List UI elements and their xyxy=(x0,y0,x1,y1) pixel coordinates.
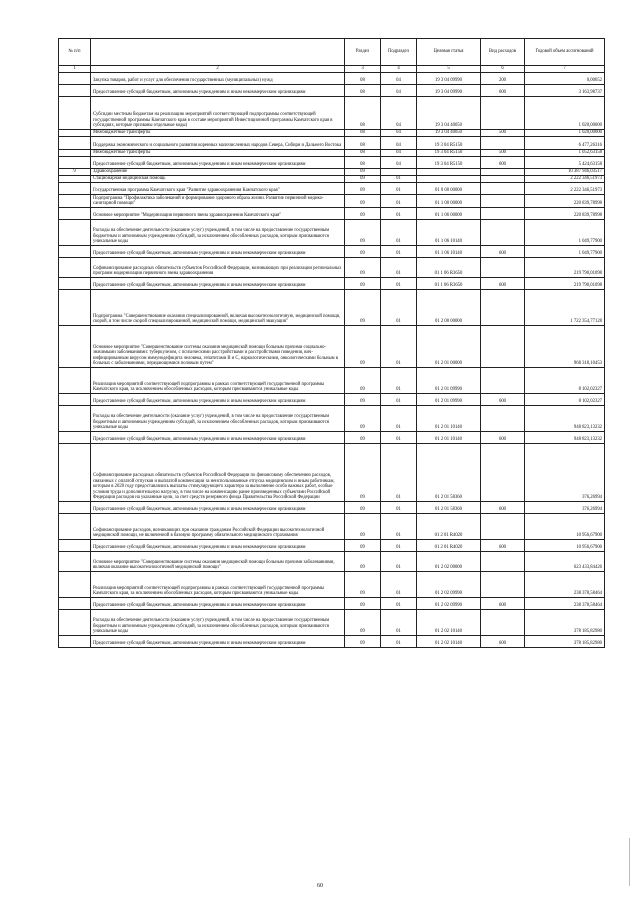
expense-type-cell xyxy=(481,514,525,540)
amount-cell: 376,26994 xyxy=(525,502,605,514)
subsection-code-cell: 01 xyxy=(381,610,417,636)
table-row xyxy=(59,73,605,85)
amount-cell: 378 185,82980 xyxy=(525,636,605,648)
target-article-cell: 01 1 06 R3650 xyxy=(417,258,481,278)
table-row xyxy=(59,169,605,176)
target-article-cell: 01 2 01 58360 xyxy=(417,502,481,514)
table-row xyxy=(59,598,605,610)
row-name-cell: Расходы на обеспечение деятельности (оказание услуг) учреждений, в том числе на предоставление государственным бюджетным и автономным учреждениям субсидий, за исключением обособленных расходов, которым присваиваются уникальные коды xyxy=(91,610,345,636)
table-row xyxy=(59,150,605,157)
target-article-cell xyxy=(417,169,481,176)
target-article-cell: 01 2 02 10140 xyxy=(417,610,481,636)
amount-cell: 378 185,82980 xyxy=(525,610,605,636)
table-row xyxy=(59,176,605,183)
amount-cell: 0,00052 xyxy=(525,73,605,85)
target-article-cell xyxy=(417,176,481,183)
amount-cell: 220 839,78998 xyxy=(525,195,605,208)
target-article-cell: 19 3 04 09990 xyxy=(417,85,481,97)
row-number-cell xyxy=(59,130,91,137)
section-code-cell: 08 xyxy=(345,130,381,137)
section-code-cell: 09 xyxy=(345,258,381,278)
margin-mark xyxy=(629,838,634,886)
subsection-code-cell: 01 xyxy=(381,220,417,246)
row-name-cell: Предоставление субсидий бюджетным, автономным учреждениям и иным некоммерческим организациям xyxy=(91,157,345,169)
row-name-cell: Реализация мероприятий соответствующей подпрограммы в рамках соответствующей государственной программы Камчатского края, за исключением обособленных расходов, которым присваиваются уникальные коды xyxy=(91,368,345,394)
target-article-cell: 01 2 01 09990 xyxy=(417,368,481,394)
expense-type-cell: 600 xyxy=(481,246,525,258)
subsection-code-cell: 01 xyxy=(381,278,417,290)
subsection-code-cell: 04 xyxy=(381,137,417,150)
header-subsection: Подраздел xyxy=(381,39,417,66)
amount-cell: 1 049,77900 xyxy=(525,220,605,246)
subsection-code-cell: 01 xyxy=(381,406,417,432)
column-number: 4 xyxy=(381,66,417,73)
section-code-cell: 09 xyxy=(345,278,381,290)
amount-cell: 968 318,10453 xyxy=(525,326,605,368)
row-number-cell xyxy=(59,137,91,150)
expense-type-cell xyxy=(481,208,525,220)
expense-type-cell xyxy=(481,368,525,394)
target-article-cell: 01 2 01 10140 xyxy=(417,406,481,432)
section-code-cell: 08 xyxy=(345,137,381,150)
table-row xyxy=(59,246,605,258)
row-number-cell xyxy=(59,258,91,278)
row-name-cell: Предоставление субсидий бюджетным, автономным учреждениям и иным некоммерческим организациям xyxy=(91,636,345,648)
section-code-cell: 09 xyxy=(345,290,381,326)
amount-cell: 3 163,98737 xyxy=(525,85,605,97)
section-code-cell: 09 xyxy=(345,368,381,394)
column-number: 2 xyxy=(91,66,345,73)
section-code-cell: 09 xyxy=(345,598,381,610)
table-row xyxy=(59,394,605,406)
subsection-code-cell: 04 xyxy=(381,85,417,97)
expense-type-cell: 600 xyxy=(481,394,525,406)
section-code-cell: 09 xyxy=(345,540,381,552)
amount-cell: 1 722 354,77128 xyxy=(525,290,605,326)
table-row xyxy=(59,572,605,598)
subsection-code-cell: 04 xyxy=(381,130,417,137)
table-row xyxy=(59,258,605,278)
expense-type-cell xyxy=(481,176,525,183)
section-code-cell: 08 xyxy=(345,150,381,157)
target-article-cell: 01 1 00 00000 xyxy=(417,195,481,208)
expense-type-cell xyxy=(481,290,525,326)
expense-type-cell xyxy=(481,326,525,368)
amount-cell: 1 052,63158 xyxy=(525,150,605,157)
target-article-cell: 01 2 00 00000 xyxy=(417,290,481,326)
target-article-cell: 01 1 06 10140 xyxy=(417,220,481,246)
target-article-cell: 01 2 01 00000 xyxy=(417,326,481,368)
subsection-code-cell: 01 xyxy=(381,246,417,258)
section-code-cell: 09 xyxy=(345,406,381,432)
row-name-cell: Предоставление субсидий бюджетным, автономным учреждениям и иным некоммерческим организациям xyxy=(91,598,345,610)
target-article-cell: 01 2 02 00000 xyxy=(417,552,481,572)
header-target-article: Целевая статья xyxy=(417,39,481,66)
header-section: Раздел xyxy=(345,39,381,66)
amount-cell: 5 424,63158 xyxy=(525,157,605,169)
page-number: 60 xyxy=(317,883,323,889)
row-number-cell xyxy=(59,195,91,208)
amount-cell: 10 956,67900 xyxy=(525,514,605,540)
section-code-cell: 09 xyxy=(345,502,381,514)
amount-cell: 8 102,02327 xyxy=(525,368,605,394)
target-article-cell: 01 1 06 10140 xyxy=(417,246,481,258)
subsection-code-cell: 04 xyxy=(381,157,417,169)
amount-cell: 219 790,01098 xyxy=(525,278,605,290)
table-row xyxy=(59,157,605,169)
expense-type-cell xyxy=(481,220,525,246)
row-number-cell xyxy=(59,636,91,648)
table-row xyxy=(59,540,605,552)
row-name-cell: Подпрограмма "Профилактика заболеваний и формирование здорового образа жизни. Развитие первичной медико-санитарной помощи" xyxy=(91,195,345,208)
row-name-cell: Расходы на обеспечение деятельности (оказание услуг) учреждений, в том числе на предоставление государственным бюджетным и автономным учреждениям субсидий, за исключением обособленных расходов, которым присваиваются уникальные коды xyxy=(91,220,345,246)
subsection-code-cell: 01 xyxy=(381,598,417,610)
subsection-code-cell: 01 xyxy=(381,258,417,278)
row-number-cell xyxy=(59,610,91,636)
amount-cell: 948 823,13232 xyxy=(525,432,605,444)
amount-cell: 948 823,13232 xyxy=(525,406,605,432)
expense-type-cell xyxy=(481,258,525,278)
column-number: 6 xyxy=(481,66,525,73)
row-name-cell: Субсидии местным бюджетам на реализацию мероприятий соответствующей подпрограммы соответствующей государственной программы Камчатского края в составе мероприятий Инвестиционной программы Камчатского края в субсидиях, которые призваны отдельные коды) xyxy=(91,97,345,130)
row-number-cell xyxy=(59,157,91,169)
expense-type-cell xyxy=(481,406,525,432)
target-article-cell: 19 3 04 R5150 xyxy=(417,157,481,169)
subsection-code-cell: 01 xyxy=(381,195,417,208)
amount-cell: 376,26994 xyxy=(525,444,605,502)
table-row xyxy=(59,514,605,540)
row-number-cell xyxy=(59,278,91,290)
row-number-cell xyxy=(59,73,91,85)
row-name-cell: Основное мероприятие "Совершенствование системы оказания медицинской помощи больным прочими социально-значимыми заболеваниями: туберкулезом, с психическими расстройствами и расстройствами поведения, вич-инфицированным вирусом иммунодефицита человека, гепатитами B и C, наркологическими, онкологическими больным в больных с заболеваниями, передающимися половым путем" xyxy=(91,326,345,368)
section-code-cell: 08 xyxy=(345,85,381,97)
expense-type-cell: 600 xyxy=(481,278,525,290)
row-name-cell: Межбюджетные трансферты xyxy=(91,130,345,137)
row-number-cell xyxy=(59,183,91,195)
section-code-cell: 09 xyxy=(345,208,381,220)
expense-type-cell: 600 xyxy=(481,157,525,169)
amount-cell: 238 378,58464 xyxy=(525,598,605,610)
amount-cell: 2 222 346,51973 xyxy=(525,183,605,195)
row-number-cell xyxy=(59,97,91,130)
table-row xyxy=(59,85,605,97)
section-code-cell: 09 xyxy=(345,394,381,406)
row-name-cell: Предоставление субсидий бюджетным, автономным учреждениям и иным некоммерческим организациям xyxy=(91,278,345,290)
amount-cell: 6 477,26316 xyxy=(525,137,605,150)
section-code-cell: 09 xyxy=(345,552,381,572)
table-row xyxy=(59,368,605,394)
row-number-cell xyxy=(59,368,91,394)
amount-cell: 623 433,84426 xyxy=(525,552,605,572)
target-article-cell: 01 2 01 R4020 xyxy=(417,540,481,552)
section-code-cell: 08 xyxy=(345,73,381,85)
row-name-cell: Стационарная медицинская помощь xyxy=(91,176,345,183)
row-name-cell: Основное мероприятие "Модернизация первичного звена здравоохранения Камчатского края" xyxy=(91,208,345,220)
table-row xyxy=(59,552,605,572)
subsection-code-cell: 04 xyxy=(381,150,417,157)
row-name-cell: Предоставление субсидий бюджетным, автономным учреждениям и иным некоммерческим организациям xyxy=(91,394,345,406)
subsection-code-cell: 01 xyxy=(381,290,417,326)
section-code-cell: 09 xyxy=(345,444,381,502)
section-code-cell: 09 xyxy=(345,246,381,258)
column-number: 3 xyxy=(345,66,381,73)
expense-type-cell: 500 xyxy=(481,130,525,137)
column-number-row xyxy=(59,66,605,73)
row-number-cell xyxy=(59,150,91,157)
target-article-cell: 01 1 06 00000 xyxy=(417,208,481,220)
subsection-code-cell: 01 xyxy=(381,176,417,183)
row-name-cell: Предоставление субсидий бюджетным, автономным учреждениям и иным некоммерческим организациям xyxy=(91,432,345,444)
expense-type-cell xyxy=(481,444,525,502)
expense-type-cell: 500 xyxy=(481,150,525,157)
section-code-cell: 09 xyxy=(345,195,381,208)
target-article-cell: 19 3 04 40050 xyxy=(417,97,481,130)
subsection-code-cell: 01 xyxy=(381,444,417,502)
subsection-code-cell: 01 xyxy=(381,208,417,220)
target-article-cell: 19 3 04 R5150 xyxy=(417,137,481,150)
header-name xyxy=(91,39,345,66)
table-row xyxy=(59,130,605,137)
row-number-cell xyxy=(59,220,91,246)
subsection-code-cell: 01 xyxy=(381,514,417,540)
expense-type-cell xyxy=(481,183,525,195)
row-name-cell: Здравоохранение xyxy=(91,169,345,176)
budget-table xyxy=(58,38,605,648)
row-name-cell: Расходы на обеспечение деятельности (оказание услуг) учреждений, в том числе на предоставление государственным бюджетным и автономным учреждениям субсидий, за исключением обособленных расходов, которым присваиваются уникальные коды xyxy=(91,406,345,432)
row-number-cell xyxy=(59,176,91,183)
row-name-cell: Реализация мероприятий соответствующей подпрограммы в рамках соответствующей государственной программы Камчатского края, за исключением обособленных расходов, которым присваиваются уникальные коды xyxy=(91,572,345,598)
header-annual-amount: Годовой объем ассигнований xyxy=(525,39,605,66)
row-number-cell xyxy=(59,394,91,406)
target-article-cell: 01 2 01 R4020 xyxy=(417,514,481,540)
row-name-cell: Софинансирование расходов, возникающих при оказании гражданам Российской Федерации высокотехнологичной медицинской помощи, не включенной в базовую программу обязательного медицинского страхования xyxy=(91,514,345,540)
table-row xyxy=(59,432,605,444)
row-number-cell xyxy=(59,572,91,598)
subsection-code-cell: 01 xyxy=(381,326,417,368)
expense-type-cell: 600 xyxy=(481,540,525,552)
table-row xyxy=(59,610,605,636)
amount-cell: 2 222 346,51973 xyxy=(525,176,605,183)
target-article-cell: 19 3 04 R5150 xyxy=(417,150,481,157)
row-number-cell xyxy=(59,598,91,610)
subsection-code-cell: 01 xyxy=(381,368,417,394)
table-row xyxy=(59,444,605,502)
subsection-code-cell: 01 xyxy=(381,183,417,195)
expense-type-cell: 600 xyxy=(481,598,525,610)
table-row xyxy=(59,406,605,432)
row-number-cell xyxy=(59,326,91,368)
table-row xyxy=(59,326,605,368)
header-number: № п/п xyxy=(59,39,91,66)
amount-cell: 10 956,67900 xyxy=(525,540,605,552)
row-number-cell xyxy=(59,540,91,552)
table-row xyxy=(59,636,605,648)
row-number-cell xyxy=(59,208,91,220)
amount-cell: 219 790,01098 xyxy=(525,258,605,278)
row-name-cell: Подпрограмма "Совершенствование оказания специализированной, включая высокотехнологичную, медицинской помощи, скорой, в том числе скорой специализированной, медицинской помощи, медицинской эвакуации" xyxy=(91,290,345,326)
subsection-code-cell: 01 xyxy=(381,394,417,406)
row-number-cell xyxy=(59,246,91,258)
row-number-cell xyxy=(59,85,91,97)
expense-type-cell xyxy=(481,169,525,176)
row-number-cell: 9 xyxy=(59,169,91,176)
amount-cell: 10 387 946,03517 xyxy=(525,169,605,176)
table-row xyxy=(59,208,605,220)
row-name-cell: Софинансирование расходных обязательств субъектов Российской Федерации по финансовому обеспечению расходов, связанных с оплатой отпусков и выплатой компенсации за неиспользованные отпуска медицинским и иным работникам, которым в 2020 году предоставлялись выплаты стимулирующего характера за выполнение особо важных работ, особые условия труда и дополнительную нагрузку, в том числе на компенсацию ранее произведенных субъектами Российской Федерации расходов на указанные цели, за счет средств резервного фонда Правительства Российской Федерации xyxy=(91,444,345,502)
expense-type-cell xyxy=(481,97,525,130)
row-number-cell xyxy=(59,290,91,326)
amount-cell: 220 839,78998 xyxy=(525,208,605,220)
section-code-cell: 09 xyxy=(345,636,381,648)
row-number-cell xyxy=(59,406,91,432)
section-code-cell: 09 xyxy=(345,220,381,246)
subsection-code-cell: 01 xyxy=(381,572,417,598)
target-article-cell: 01 2 02 09990 xyxy=(417,572,481,598)
subsection-code-cell: 04 xyxy=(381,73,417,85)
section-code-cell: 09 xyxy=(345,572,381,598)
table-row xyxy=(59,97,605,130)
row-name-cell: Закупка товаров, работ и услуг для обеспечения государственных (муниципальных) нужд xyxy=(91,73,345,85)
section-code-cell: 09 xyxy=(345,169,381,176)
target-article-cell: 19 3 04 09990 xyxy=(417,73,481,85)
column-number: 7 xyxy=(525,66,605,73)
row-number-cell xyxy=(59,432,91,444)
target-article-cell: 01 1 06 R3650 xyxy=(417,278,481,290)
section-code-cell: 09 xyxy=(345,326,381,368)
target-article-cell: 01 2 02 09990 xyxy=(417,598,481,610)
subsection-code-cell: 01 xyxy=(381,502,417,514)
table-row xyxy=(59,502,605,514)
row-name-cell: Межбюджетные трансферты xyxy=(91,150,345,157)
amount-cell: 1 020,00000 xyxy=(525,97,605,130)
column-number: 1 xyxy=(59,66,91,73)
amount-cell: 8 102,02327 xyxy=(525,394,605,406)
row-name-cell: Предоставление субсидий бюджетным, автономным учреждениям и иным некоммерческим организациям xyxy=(91,502,345,514)
row-name-cell: Основное мероприятие "Совершенствование системы оказания медицинской помощи больным прочими заболеваниями, включая оказание высокотехнологичной медицинской помощи" xyxy=(91,552,345,572)
column-number: 5 xyxy=(417,66,481,73)
expense-type-cell xyxy=(481,552,525,572)
row-name-cell: Государственная программа Камчатского края "Развитие здравоохранения Камчатского края" xyxy=(91,183,345,195)
expense-type-cell xyxy=(481,137,525,150)
target-article-cell: 01 2 01 09990 xyxy=(417,394,481,406)
row-name-cell: Предоставление субсидий бюджетным, автономным учреждениям и иным некоммерческим организациям xyxy=(91,246,345,258)
amount-cell: 238 378,58464 xyxy=(525,572,605,598)
table-header-row xyxy=(59,39,605,66)
table-row xyxy=(59,220,605,246)
row-number-cell xyxy=(59,552,91,572)
row-number-cell xyxy=(59,514,91,540)
section-code-cell: 09 xyxy=(345,183,381,195)
table-row xyxy=(59,137,605,150)
subsection-code-cell: 01 xyxy=(381,432,417,444)
expense-type-cell: 200 xyxy=(481,73,525,85)
target-article-cell: 19 3 04 40050 xyxy=(417,130,481,137)
target-article-cell: 01 0 00 00000 xyxy=(417,183,481,195)
target-article-cell: 01 2 01 58360 xyxy=(417,444,481,502)
section-code-cell: 08 xyxy=(345,157,381,169)
subsection-code-cell xyxy=(381,169,417,176)
subsection-code-cell: 01 xyxy=(381,552,417,572)
section-code-cell: 09 xyxy=(345,432,381,444)
section-code-cell: 09 xyxy=(345,176,381,183)
expense-type-cell: 600 xyxy=(481,85,525,97)
row-name-cell: Софинансирование расходных обязательств субъектов Российской Федерации, возникающих при реализации региональных программ модернизации первичного звена здравоохранения xyxy=(91,258,345,278)
row-number-cell xyxy=(59,502,91,514)
table-row xyxy=(59,183,605,195)
row-number-cell xyxy=(59,444,91,502)
amount-cell: 1 020,00000 xyxy=(525,130,605,137)
section-code-cell: 09 xyxy=(345,610,381,636)
target-article-cell: 01 2 02 10140 xyxy=(417,636,481,648)
expense-type-cell xyxy=(481,195,525,208)
table-row xyxy=(59,278,605,290)
subsection-code-cell: 01 xyxy=(381,636,417,648)
header-expense-type: Вид расходов xyxy=(481,39,525,66)
row-name-cell: Предоставление субсидий бюджетным, автономным учреждениям и иным некоммерческим организациям xyxy=(91,540,345,552)
expense-type-cell xyxy=(481,610,525,636)
row-name-cell: Предоставление субсидий бюджетным, автономным учреждениям и иным некоммерческим организациям xyxy=(91,85,345,97)
expense-type-cell: 600 xyxy=(481,502,525,514)
section-code-cell: 08 xyxy=(345,97,381,130)
subsection-code-cell: 01 xyxy=(381,540,417,552)
table-body xyxy=(59,73,605,648)
subsection-code-cell: 04 xyxy=(381,97,417,130)
expense-type-cell: 600 xyxy=(481,432,525,444)
expense-type-cell: 600 xyxy=(481,636,525,648)
expense-type-cell xyxy=(481,572,525,598)
table-row xyxy=(59,195,605,208)
target-article-cell: 01 2 01 10140 xyxy=(417,432,481,444)
section-code-cell: 09 xyxy=(345,514,381,540)
row-name-cell: Поддержка экономического и социального развития коренных малочисленных народов Севера, Сибири и Дальнего Востока xyxy=(91,137,345,150)
table-row xyxy=(59,290,605,326)
amount-cell: 1 049,77900 xyxy=(525,246,605,258)
